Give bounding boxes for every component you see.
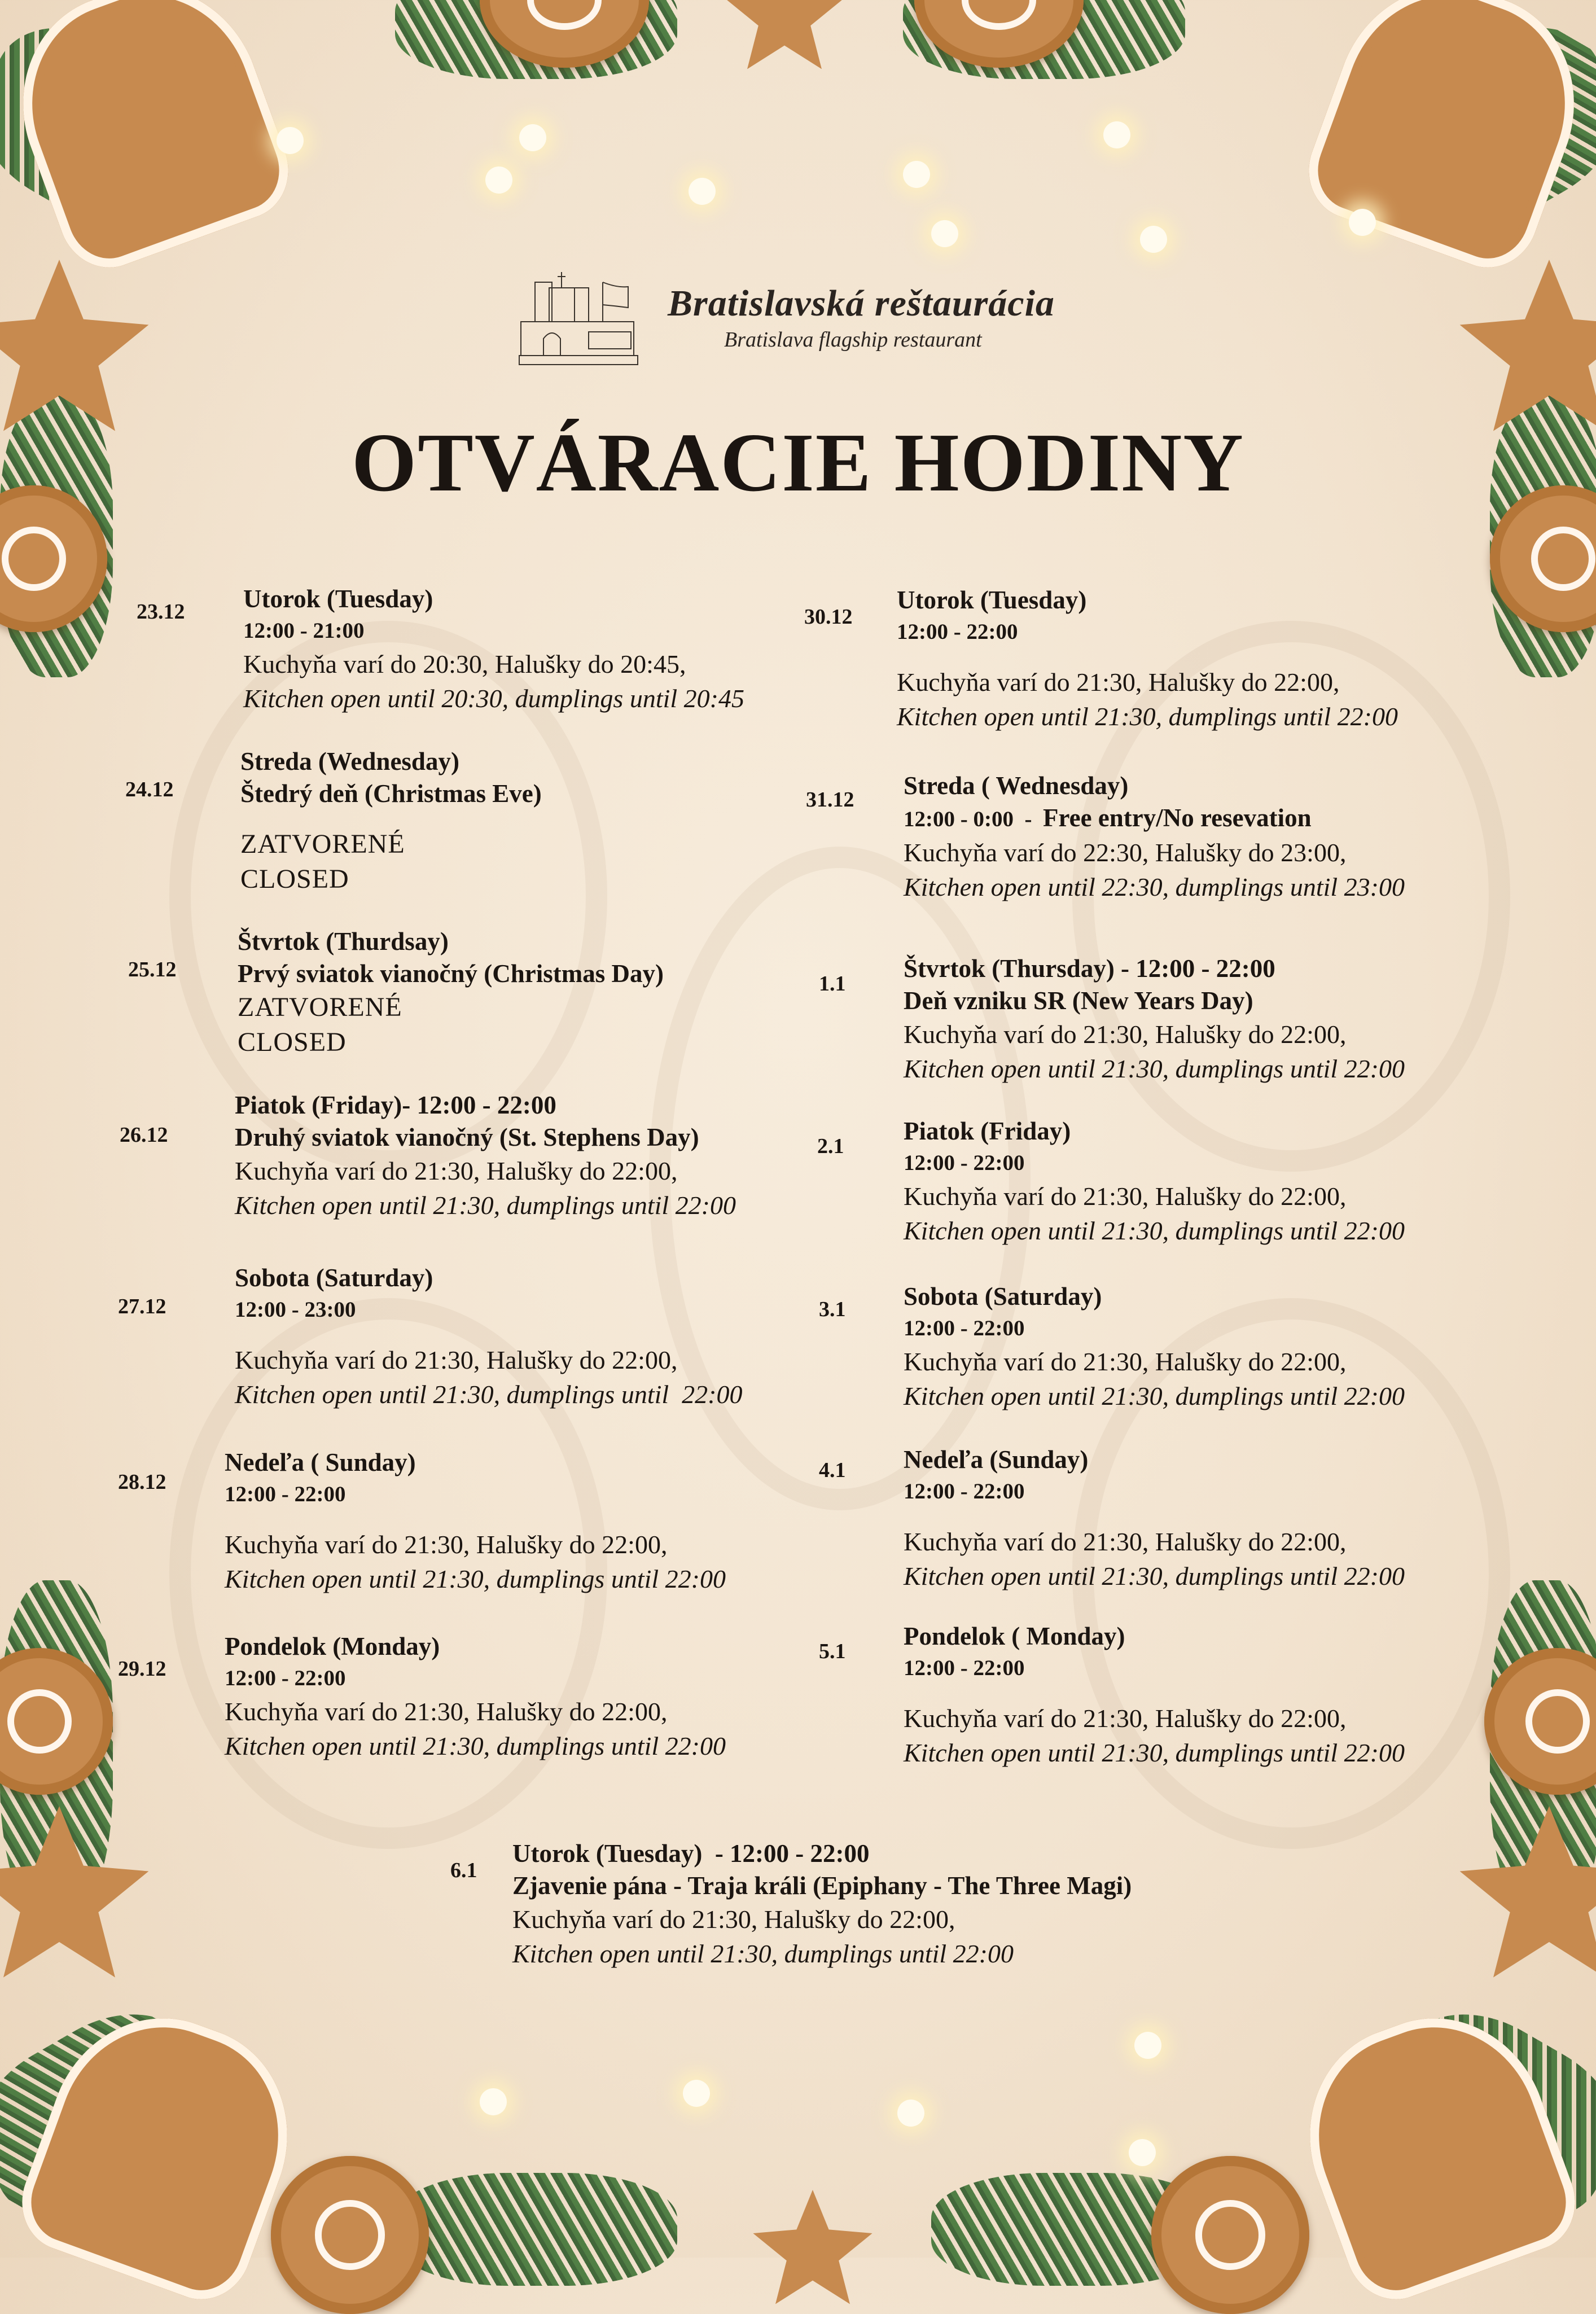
kitchen-hours-sk [512, 1902, 1132, 1936]
line-text: Streda (Wednesday) [240, 747, 459, 775]
opening-hours [897, 616, 1398, 648]
string-light [1134, 2032, 1161, 2059]
string-light [903, 161, 930, 188]
entry-date: 25.12 [128, 958, 177, 981]
day-heading [904, 1444, 1405, 1476]
pine-branch-decoration [395, 2173, 677, 2286]
schedule-entry [225, 1447, 726, 1596]
gingerbread-star-decoration [751, 2190, 875, 2314]
gingerbread-bell-decoration [8, 1988, 319, 2313]
entry-date: 28.12 [118, 1470, 166, 1494]
line-text: CLOSED [240, 864, 349, 894]
kitchen-hours-en [235, 1377, 743, 1412]
spacer [240, 810, 542, 827]
kitchen-hours-en [904, 1213, 1405, 1248]
spacer [897, 648, 1398, 665]
kitchen-hours-sk [904, 1524, 1405, 1559]
entry-date: 30.12 [804, 605, 853, 629]
closed-status [238, 990, 664, 1025]
day-heading [512, 1838, 1132, 1870]
line-text: Sobota (Saturday) [904, 1282, 1102, 1311]
closed-status [240, 827, 542, 862]
line-text: Utorok (Tuesday) - 12:00 - 22:00 [512, 1839, 870, 1868]
entry-date: 4.1 [819, 1458, 846, 1482]
kitchen-hours-en [243, 681, 744, 716]
schedule-entry [904, 953, 1405, 1086]
schedule-entry [225, 1631, 726, 1763]
day-heading [235, 1089, 736, 1121]
day-heading [238, 926, 664, 958]
line-text: Kitchen open until 21:30, dumplings until 22:00 [512, 1939, 1014, 1968]
line-text: Kuchyňa varí do 20:30, Halušky do 20:45, [243, 650, 686, 678]
line-text: Deň vzniku SR (New Years Day) [904, 987, 1253, 1015]
day-heading [235, 1121, 736, 1154]
line-text: Kitchen open until 21:30, dumplings until 22:00 [904, 1382, 1405, 1410]
kitchen-hours-en [897, 699, 1398, 734]
line-text: 12:00 - 22:00 [897, 620, 1018, 644]
line-text: 12:00 - 22:00 [904, 1656, 1025, 1680]
day-heading [238, 958, 664, 990]
kitchen-hours-sk [904, 1179, 1405, 1213]
line-text: Kuchyňa varí do 21:30, Halušky do 22:00, [225, 1530, 668, 1559]
kitchen-hours-sk [243, 647, 744, 681]
line-text: Kuchyňa varí do 21:30, Halušky do 22:00, [897, 668, 1340, 696]
line-text: 12:00 - 23:00 [235, 1298, 356, 1322]
kitchen-hours-sk [235, 1154, 736, 1188]
day-heading [904, 1281, 1405, 1313]
line-text: Štvrtok (Thurdsay) [238, 927, 449, 956]
line-text: 12:00 - 22:00 [904, 1479, 1025, 1504]
schedule-entry [243, 583, 744, 716]
entry-date: 2.1 [817, 1134, 844, 1158]
line-text: Utorok (Tuesday) [897, 586, 1087, 614]
spacer [904, 1684, 1405, 1701]
kitchen-hours-en [904, 1559, 1405, 1593]
opening-hours [904, 1476, 1405, 1507]
string-light [931, 220, 958, 247]
line-text: Kitchen open until 21:30, dumplings until 22:00 [897, 702, 1398, 731]
opening-hours [225, 1479, 726, 1510]
opening-hours [235, 1294, 743, 1326]
restaurant-logo [518, 265, 1082, 372]
line-text: Prvý sviatok vianočný (Christmas Day) [238, 959, 664, 988]
opening-hours [904, 1147, 1405, 1179]
line-text: Piatok (Friday)- 12:00 - 22:00 [235, 1091, 556, 1119]
schedule-entry [235, 1089, 736, 1222]
string-light [689, 178, 716, 205]
castle-icon [518, 265, 639, 367]
opening-hours [225, 1663, 726, 1694]
kitchen-hours-en [904, 1735, 1405, 1770]
kitchen-hours-sk [904, 1701, 1405, 1735]
line-text: Pondelok ( Monday) [904, 1622, 1125, 1650]
line-text: Kuchyňa varí do 21:30, Halušky do 22:00, [225, 1697, 668, 1726]
string-light [683, 2080, 710, 2107]
string-light [485, 166, 512, 194]
gingerbread-cookie-decoration [1151, 2156, 1309, 2314]
page-title: OTVÁRACIE HODINY [351, 417, 1245, 509]
line-text: 12:00 - 22:00 [904, 1151, 1025, 1175]
spacer [235, 1326, 743, 1343]
schedule-entry [904, 1444, 1405, 1593]
entry-date: 3.1 [819, 1298, 846, 1321]
entry-date: 29.12 [118, 1657, 166, 1681]
logo-subtitle: Bratislava flagship restaurant [724, 328, 982, 352]
gingerbread-cookie-decoration [271, 2156, 429, 2314]
kitchen-hours-sk [225, 1527, 726, 1562]
entry-note: Free entry/No resevation [1042, 804, 1312, 832]
line-text: Kuchyňa varí do 21:30, Halušky do 22:00, [904, 1704, 1347, 1733]
day-heading [512, 1870, 1132, 1902]
string-light [1103, 121, 1130, 148]
line-text: 12:00 - 22:00 [904, 1316, 1025, 1340]
line-text: Kuchyňa varí do 21:30, Halušky do 22:00, [904, 1182, 1347, 1211]
entry-date: 5.1 [819, 1640, 846, 1663]
line-text: 12:00 - 0:00 - [904, 807, 1043, 831]
day-heading [225, 1631, 726, 1663]
day-heading [904, 1115, 1405, 1147]
line-text: Kitchen open until 21:30, dumplings until 22:00 [235, 1380, 743, 1409]
line-text: Utorok (Tuesday) [243, 585, 433, 613]
day-heading [225, 1447, 726, 1479]
line-text: Sobota (Saturday) [235, 1264, 433, 1292]
line-text: Štvrtok (Thursday) - 12:00 - 22:00 [904, 954, 1275, 983]
line-text: Kitchen open until 21:30, dumplings until 22:00 [904, 1054, 1405, 1083]
line-text: Kitchen open until 21:30, dumplings until 22:00 [225, 1564, 726, 1593]
schedule-entry [240, 746, 542, 897]
line-text: Druhý sviatok vianočný (St. Stephens Day) [235, 1123, 699, 1151]
string-light [277, 127, 304, 154]
kitchen-hours-sk [235, 1343, 743, 1377]
string-light [1140, 226, 1167, 253]
entry-date: 26.12 [120, 1123, 168, 1147]
kitchen-hours-sk [897, 665, 1398, 699]
spacer [904, 1507, 1405, 1524]
line-text: Kitchen open until 21:30, dumplings until 22:00 [904, 1562, 1405, 1590]
kitchen-hours-en [904, 870, 1405, 904]
line-text: Kuchyňa varí do 22:30, Halušky do 23:00, [904, 838, 1347, 867]
gingerbread-bell-decoration [1278, 1988, 1589, 2313]
schedule-entry [904, 1620, 1405, 1770]
line-text: Pondelok (Monday) [225, 1632, 440, 1660]
day-heading [904, 1620, 1405, 1653]
string-light [519, 124, 546, 151]
schedule-entry [904, 1115, 1405, 1248]
day-heading [240, 778, 542, 810]
line-text: Štedrý deň (Christmas Eve) [240, 779, 542, 808]
schedule-entry [897, 584, 1398, 734]
kitchen-hours-sk [225, 1694, 726, 1729]
string-light [897, 2100, 924, 2127]
string-light [1349, 209, 1376, 236]
line-text: 12:00 - 21:00 [243, 619, 365, 643]
day-heading [235, 1262, 743, 1294]
closed-status [238, 1025, 664, 1060]
line-text: Kitchen open until 21:30, dumplings until 22:00 [225, 1732, 726, 1760]
line-text: Kuchyňa varí do 21:30, Halušky do 22:00, [512, 1905, 955, 1934]
string-light [480, 2088, 507, 2115]
opening-hours [904, 1653, 1405, 1684]
line-text: 12:00 - 22:00 [225, 1482, 346, 1506]
schedule-entry [238, 926, 664, 1060]
entry-date: 24.12 [125, 778, 174, 801]
line-text: Kuchyňa varí do 21:30, Halušky do 22:00, [235, 1346, 678, 1374]
entry-date: 23.12 [137, 600, 185, 624]
line-text: CLOSED [238, 1027, 347, 1057]
line-text: Kitchen open until 22:30, dumplings until 23:00 [904, 873, 1405, 901]
day-heading [904, 985, 1405, 1017]
kitchen-hours-en [225, 1562, 726, 1596]
line-text: Kuchyňa varí do 21:30, Halušky do 22:00, [904, 1527, 1347, 1556]
day-heading [240, 746, 542, 778]
line-text: Piatok (Friday) [904, 1117, 1071, 1145]
opening-hours [243, 615, 744, 647]
line-text: Zjavenie pána - Traja králi (Epiphany - The Three Magi) [512, 1872, 1132, 1900]
logo-name: Bratislavská reštaurácia [668, 283, 1055, 324]
entry-date: 6.1 [450, 1859, 477, 1882]
kitchen-hours-en [904, 1379, 1405, 1413]
day-heading [904, 770, 1405, 802]
kitchen-hours-sk [904, 1344, 1405, 1379]
opening-hours [904, 802, 1405, 835]
entry-date: 27.12 [118, 1295, 166, 1318]
schedule-entry [904, 1281, 1405, 1413]
line-text: Streda ( Wednesday) [904, 772, 1129, 800]
line-text: ZATVORENÉ [240, 829, 405, 859]
entry-date: 1.1 [819, 972, 846, 996]
day-heading [904, 953, 1405, 985]
day-heading [243, 583, 744, 615]
kitchen-hours-sk [904, 1017, 1405, 1051]
line-text: Kuchyňa varí do 21:30, Halušky do 22:00, [904, 1020, 1347, 1049]
line-text: Kitchen open until 20:30, dumplings until 20:45 [243, 684, 744, 713]
gingerbread-bell-decoration [1295, 0, 1596, 281]
line-text: Nedeľa (Sunday) [904, 1445, 1089, 1474]
opening-hours [904, 1313, 1405, 1344]
kitchen-hours-sk [904, 835, 1405, 870]
line-text: ZATVORENÉ [238, 992, 402, 1022]
string-light [1129, 2139, 1156, 2166]
kitchen-hours-en [512, 1936, 1132, 1971]
schedule-entry [904, 770, 1405, 904]
schedule-entry [512, 1838, 1132, 1971]
line-text: Nedeľa ( Sunday) [225, 1448, 416, 1476]
kitchen-hours-en [225, 1729, 726, 1763]
schedule-entry [235, 1262, 743, 1412]
line-text: Kitchen open until 21:30, dumplings until 22:00 [904, 1216, 1405, 1245]
kitchen-hours-en [904, 1051, 1405, 1086]
line-text: Kitchen open until 21:30, dumplings until 22:00 [235, 1191, 736, 1220]
closed-status [240, 862, 542, 897]
line-text: 12:00 - 22:00 [225, 1666, 346, 1690]
kitchen-hours-en [235, 1188, 736, 1222]
day-heading [897, 584, 1398, 616]
entry-date: 31.12 [806, 788, 854, 812]
line-text: Kitchen open until 21:30, dumplings until 22:00 [904, 1738, 1405, 1767]
line-text: Kuchyňa varí do 21:30, Halušky do 22:00, [235, 1156, 678, 1185]
gingerbread-star-decoration [722, 0, 847, 79]
gingerbread-bell-decoration [0, 0, 302, 281]
spacer [225, 1510, 726, 1527]
line-text: Kuchyňa varí do 21:30, Halušky do 22:00, [904, 1347, 1347, 1376]
